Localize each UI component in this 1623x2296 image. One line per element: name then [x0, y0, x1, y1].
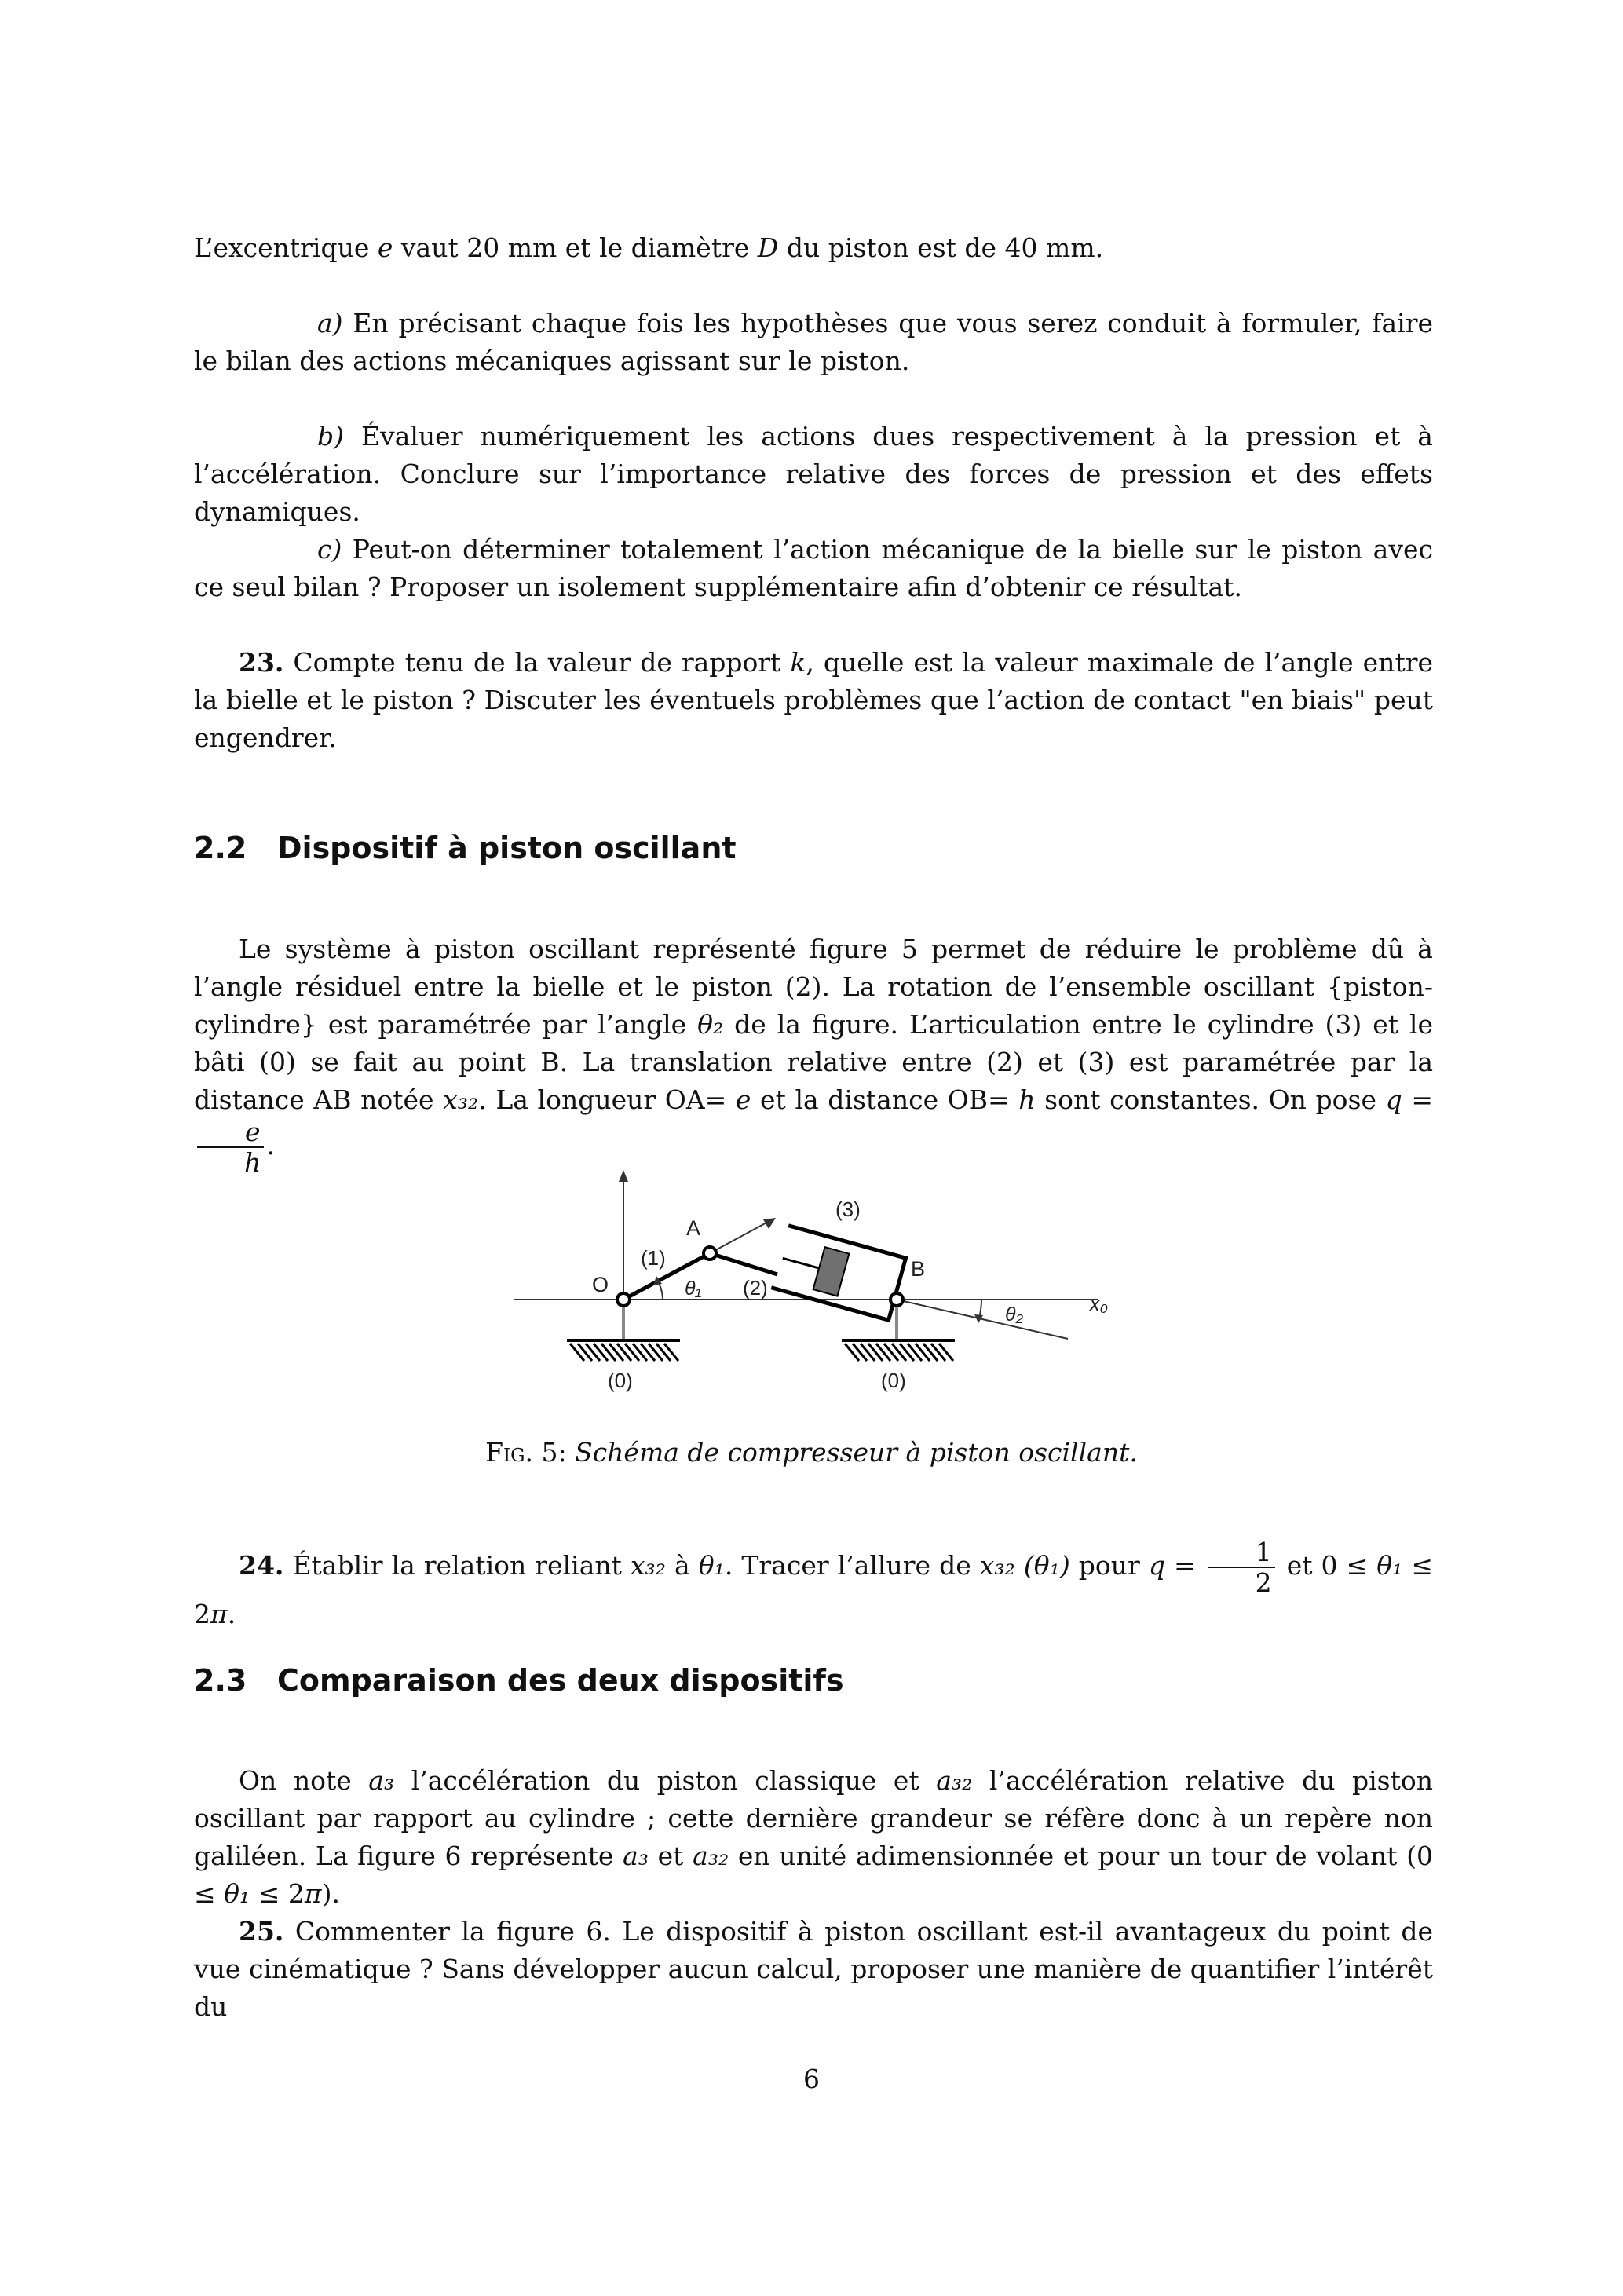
label-o: O [592, 1273, 609, 1296]
section-heading-2-3: 2.3 Comparaison des deux dispositifs [194, 1663, 844, 1698]
ground-right-hatch [845, 1344, 953, 1361]
question-b: b) Évaluer numériquement les actions dues respectivement à la pression et à l’accélération. Conclure sur l’importance relative des forces de pression et des effets dynamiques. [194, 421, 1433, 527]
label-theta1: θ₁ [685, 1278, 702, 1300]
label-b: B [911, 1257, 926, 1281]
intro-paragraph: L’excentrique e vaut 20 mm et le diamètre D du piston est de 40 mm. [194, 232, 1104, 263]
figure-5-oscillating-piston-diagram [503, 1166, 1123, 1409]
label-a: A [686, 1216, 701, 1240]
joint-o [617, 1293, 630, 1306]
label-theta2: θ₂ [1005, 1303, 1024, 1325]
connecting-rod [710, 1253, 777, 1274]
section-heading-2-2: 2.2 Dispositif à piston oscillant [194, 831, 737, 865]
label-ground-left: (0) [608, 1369, 633, 1392]
section-2-3-paragraph: On note a₃ l’accélération du piston classique et a₃₂ l’accélération relative du piston oscillant par rapport au cylindre ; cette dernière grandeur se réfère donc à un repère non galiléen. La figure 6 représente a₃ et a₃₂ en unité adimensionnée et pour un tour de volant (0 ≤ θ₁ ≤ 2π). [194, 1765, 1433, 1909]
label-part-1: (1) [641, 1246, 666, 1270]
joint-b [890, 1293, 903, 1306]
figure-5-caption: Fig. 5: Schéma de compresseur à piston oscillant. [485, 1437, 1138, 1468]
piston-rod [783, 1258, 819, 1268]
ground-left-hatch [570, 1344, 678, 1361]
question-25: 25. Commenter la figure 6. Le dispositif à piston oscillant est-il avantageux du point de vue cinématique ? Sans développer aucun calcul, proposer une manière de quantifier l’intérêt du [194, 1916, 1433, 2022]
fraction-one-half: $\frac{1}{2}$ [1208, 1539, 1275, 1596]
label-part-2: (2) [743, 1276, 768, 1300]
joint-a [704, 1247, 716, 1260]
label-part-3: (3) [835, 1197, 861, 1221]
question-24: 24. Établir la relation reliant x₃₂ à θ₁. Tracer l’allure de x₃₂ (θ₁) pour q = $\frac{1}{2}$ et 0 ≤ θ₁ ≤ 2π. [194, 1537, 1434, 1629]
vertical-axis-arrow [619, 1170, 628, 1182]
page-number: 6 [803, 2064, 820, 2094]
label-x0: x₀ [1090, 1293, 1109, 1315]
piston [813, 1247, 850, 1296]
cylinder-group [771, 1226, 905, 1320]
direction-arrow-a [710, 1221, 769, 1253]
question-23: 23. Compte tenu de la valeur de rapport k, quelle est la valeur maximale de l’angle entre la bielle et le piston ? Discuter les éventuels problèmes que l’action de contact "en biais" peut engendrer. [194, 647, 1434, 753]
oscillation-axis-line [897, 1300, 1068, 1339]
fraction-e-over-h: $\frac{e}{h}$ [197, 1119, 264, 1175]
section-2-2-paragraph: Le système à piston oscillant représenté figure 5 permet de réduire le problème dû à l’angle résiduel entre la bielle et le piston (2). La rotation de l’ensemble oscillant {piston-cylindre} est paramétrée par l’angle θ₂ de la figure. L’articulation entre le cylindre (3) et le bâti (0) se fait au point B. La translation relative entre (2) et (3) est paramétrée par la distance AB notée x₃₂. La longueur OA= e et la distance OB= h sont constantes. On pose q = $\frac{e}{h}$ . [194, 934, 1433, 1178]
question-a: a) En précisant chaque fois les hypothèses que vous serez conduit à formuler, faire le bilan des actions mécaniques agissant sur le piston. [194, 308, 1433, 376]
question-c: c) Peut-on déterminer totalement l’action mécanique de la bielle sur le piston avec ce seul bilan ? Proposer un isolement supplémentaire afin d’obtenir ce résultat. [194, 534, 1433, 602]
label-ground-right: (0) [881, 1369, 906, 1392]
